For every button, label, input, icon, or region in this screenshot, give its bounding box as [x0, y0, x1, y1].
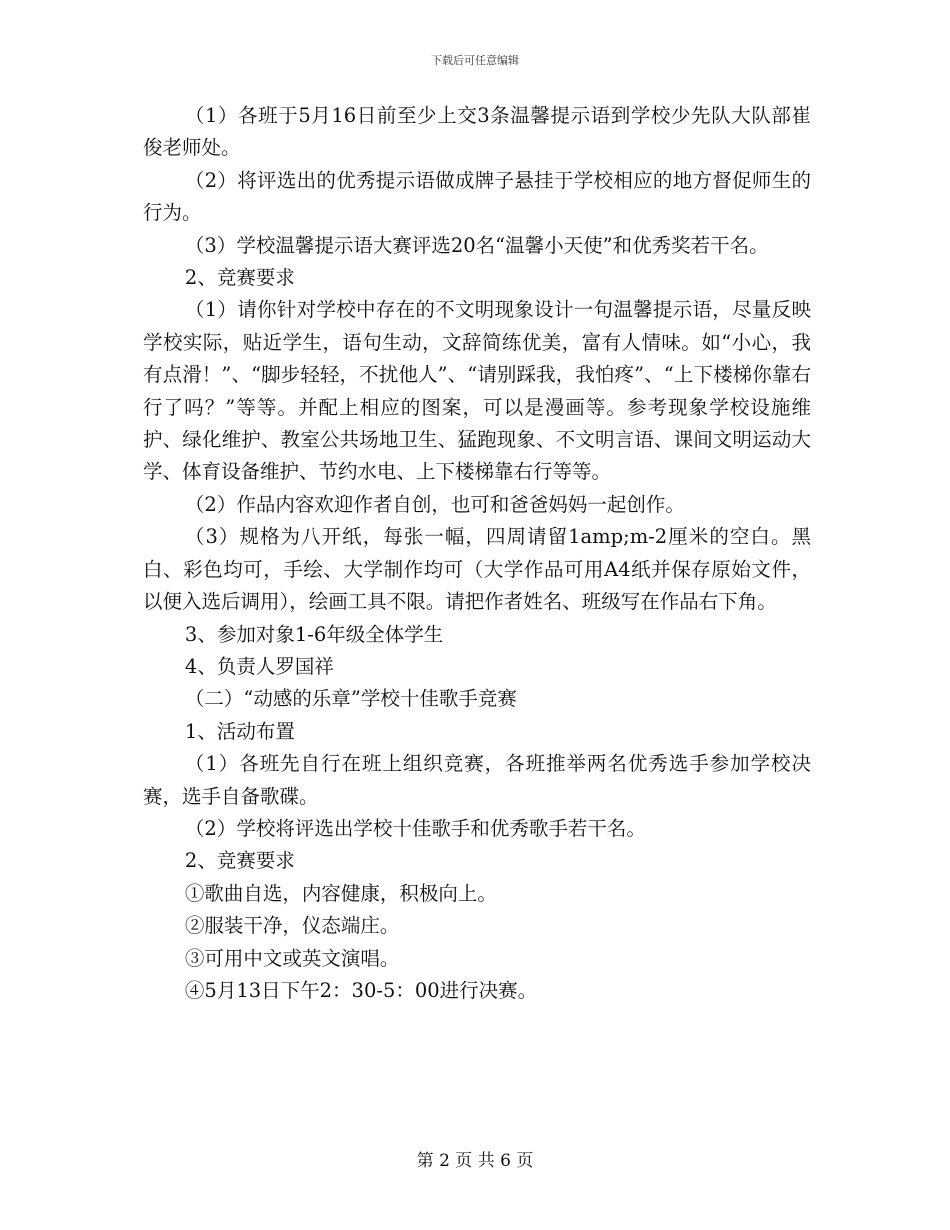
- paragraph: （3）学校温馨提示语大赛评选20名“温馨小天使”和优秀奖若干名。: [184, 233, 769, 257]
- list-item: ①歌曲自选，内容健康，积极向上。: [184, 881, 497, 905]
- paragraph: （1）各班先自行在班上组织竞赛，各班推举两名优秀选手参加学校决赛，选手自备歌碟。: [143, 752, 811, 808]
- section-heading: 2、竞赛要求: [184, 266, 295, 290]
- document-body: [143, 100, 811, 1007]
- paragraph: （3）规格为八开纸，每张一幅，四周请留1amp;m-2厘米的空白。黑白、彩色均可，手绘、大学制作均可（大学作品可用A4纸并保存原始文件，以便入选后调用），绘画工具不限。请把作者姓名、班级写在作品右下角。: [143, 525, 811, 614]
- paragraph: （2）学校将评选出学校十佳歌手和优秀歌手若干名。: [184, 816, 646, 840]
- paragraph: （1）请你针对学校中存在的不文明现象设计一句温馨提示语，尽量反映学校实际，贴近学生，语句生动，文辞简练优美，富有人情味。如“小心，我有点滑！”、“脚步轻轻，不扰他人”、“请别踩我，我怕疼”、“上下楼梯你靠右行了吗？”等等。并配上相应的图案，可以是漫画等。参考现象学校设施维护、绿化维护、教室公共场地卫生、猛跑现象、不文明言语、课间文明运动大学、体育设备维护、节约水电、上下楼梯靠右行等等。: [143, 298, 811, 484]
- list-item: ②服装干净，仪态端庄。: [184, 914, 400, 938]
- page-header: 下载后可任意编辑: [431, 54, 519, 67]
- section-heading: 4、负责人罗国祥: [184, 654, 334, 678]
- list-item: ③可用中文或英文演唱。: [184, 946, 400, 970]
- paragraph: （1）各班于5月16日前至少上交3条温馨提示语到学校少先队大队部崔俊老师处。: [143, 104, 811, 160]
- list-item: ④5月13日下午2：30-5：00进行决赛。: [184, 978, 538, 1002]
- section-heading: （二）“动感的乐章”学校十佳歌手竞赛: [184, 687, 517, 711]
- section-heading: 3、参加对象1-6年级全体学生: [184, 622, 444, 646]
- page-footer: 第 2 页 共 6 页: [416, 1151, 534, 1171]
- section-heading: 2、竞赛要求: [184, 849, 295, 873]
- paragraph: （2）作品内容欢迎作者自创，也可和爸爸妈妈一起创作。: [184, 492, 685, 516]
- paragraph: （2）将评选出的优秀提示语做成牌子悬挂于学校相应的地方督促师生的行为。: [143, 168, 811, 225]
- section-heading: 1、活动布置: [184, 719, 295, 743]
